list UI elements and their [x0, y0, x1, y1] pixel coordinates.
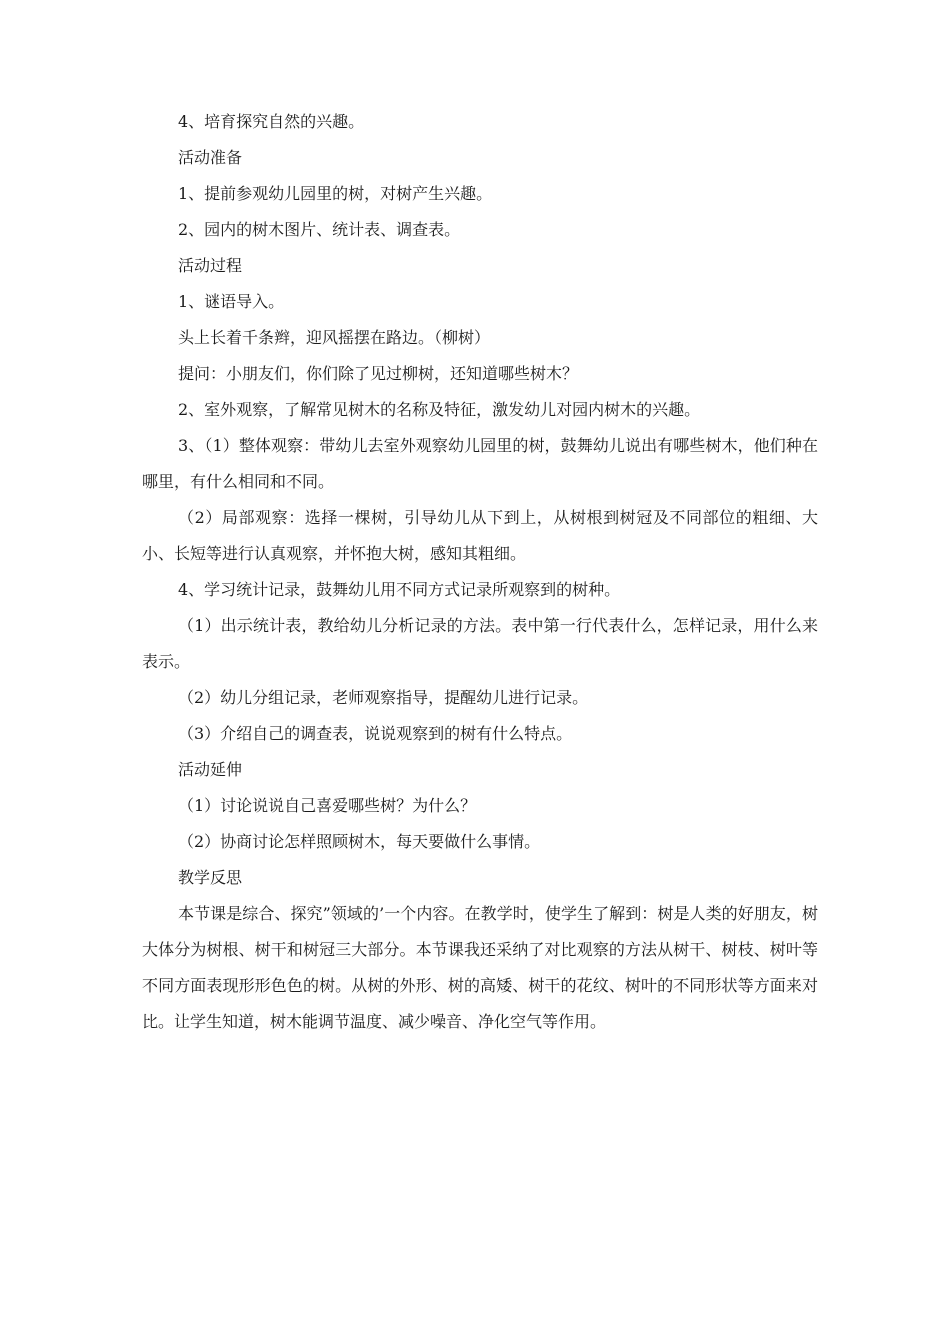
paragraph-process-2: 2、室外观察，了解常见树木的名称及特征，激发幼儿对园内树木的兴趣。 — [178, 400, 701, 419]
paragraph-reflection: 本节课是综合、探究”领域的’一个内容。在教学时，使学生了解到：树是人类的好朋友，树大体分为树根、树干和树冠三大部分。本节课我还采纳了对比观察的方法从树干、树枝、树叶等不同方面表现形形色色的树。从树的外形、树的高矮、树干的花纹、树叶的不同形状等方面来对比。让学生知道，树木能调节温度、减少噪音、净化空气等作用。 — [142, 904, 818, 1031]
heading-activity-preparation: 活动准备 — [178, 148, 243, 167]
paragraph-process-4: 4、学习统计记录，鼓舞幼儿用不同方式记录所观察到的树种。 — [178, 580, 621, 599]
paragraph-extension-2: （2）协商讨论怎样照顾树木，每天要做什么事情。 — [178, 832, 541, 851]
paragraph-preparation-2: 2、园内的树木图片、统计表、调查表。 — [178, 220, 461, 239]
heading-activity-extension: 活动延伸 — [178, 760, 243, 779]
paragraph-extension-1: （1）讨论说说自己喜爱哪些树？为什么？ — [178, 796, 477, 815]
paragraph-process-4-1: （1）出示统计表，教给幼儿分析记录的方法。表中第一行代表什么，怎样记录，用什么来表示。 — [142, 616, 818, 671]
document-body — [142, 104, 818, 1040]
paragraph-riddle: 头上长着千条辫，迎风摇摆在路边。（柳树） — [178, 328, 491, 347]
paragraph-process-3-1: 3、（1）整体观察：带幼儿去室外观察幼儿园里的树，鼓舞幼儿说出有哪些树木，他们种在哪里，有什么相同和不同。 — [142, 436, 818, 491]
paragraph-process-1: 1、谜语导入。 — [178, 292, 285, 311]
heading-teaching-reflection: 教学反思 — [178, 868, 243, 887]
paragraph-process-3-2: （2）局部观察：选择一棵树，引导幼儿从下到上，从树根到树冠及不同部位的粗细、大小、长短等进行认真观察，并怀抱大树，感知其粗细。 — [142, 508, 818, 563]
paragraph-process-4-2: （2）幼儿分组记录，老师观察指导，提醒幼儿进行记录。 — [178, 688, 589, 707]
paragraph-question: 提问：小朋友们，你们除了见过柳树，还知道哪些树木？ — [178, 364, 579, 383]
heading-activity-process: 活动过程 — [178, 256, 243, 275]
paragraph-process-4-3: （3）介绍自己的调查表，说说观察到的树有什么特点。 — [178, 724, 573, 743]
paragraph-preparation-1: 1、提前参观幼儿园里的树，对树产生兴趣。 — [178, 184, 493, 203]
paragraph-goal-4: 4、培育探究自然的兴趣。 — [178, 112, 365, 131]
